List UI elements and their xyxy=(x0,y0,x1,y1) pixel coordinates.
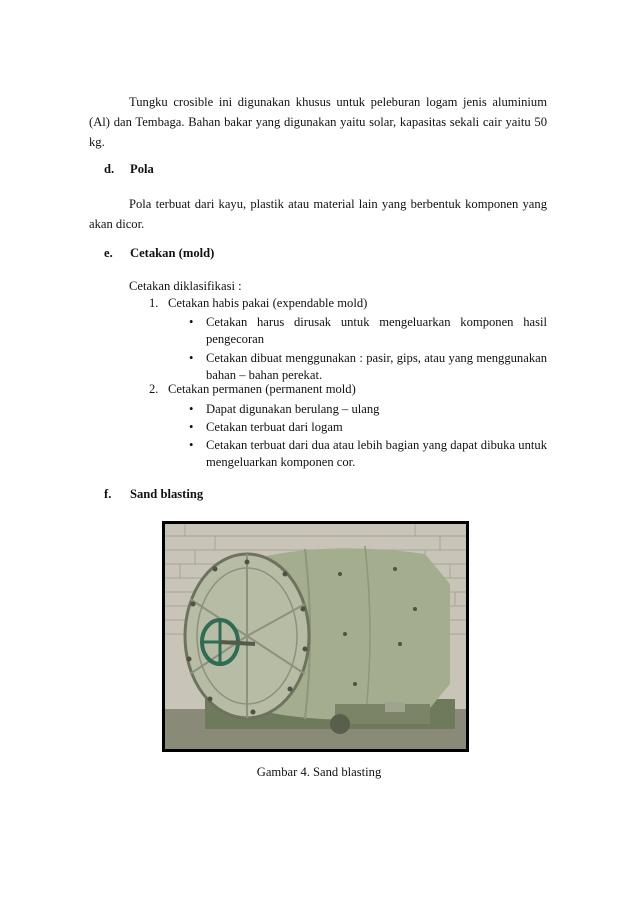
figure-caption: Gambar 4. Sand blasting xyxy=(256,765,382,779)
bullet-text: Cetakan harus dirusak untuk mengeluarkan komponen hasil pengecoran xyxy=(206,315,547,346)
section-f-heading xyxy=(104,487,203,502)
mold-type-2 xyxy=(149,382,356,397)
mold-type-1 xyxy=(149,296,367,311)
section-e-heading xyxy=(104,246,214,261)
mold-type-2-bullet-1 xyxy=(189,401,547,418)
sand-blasting-photo xyxy=(162,521,469,752)
bullet-text: Cetakan terbuat dari logam xyxy=(206,420,343,434)
section-d-body: Pola terbuat dari kayu, plastik atau material lain yang berbentuk komponen yang akan dicor. xyxy=(89,197,547,231)
mold-type-1-bullet-1 xyxy=(189,314,547,348)
mold-type-2-bullet-3 xyxy=(189,437,547,471)
bullet-icon: • xyxy=(189,315,194,329)
section-e-title: Cetakan (mold) xyxy=(130,246,215,260)
bullet-text: Dapat digunakan berulang – ulang xyxy=(206,402,380,416)
section-e-intro: Cetakan diklasifikasi : xyxy=(129,279,242,293)
section-d-letter: d. xyxy=(104,162,115,176)
mold-type-1-number: 1. xyxy=(149,296,159,310)
mold-type-2-number: 2. xyxy=(149,382,159,396)
mold-type-2-label: Cetakan permanen (permanent mold) xyxy=(168,382,356,396)
mold-type-1-label: Cetakan habis pakai (expendable mold) xyxy=(168,296,368,310)
bullet-icon: • xyxy=(189,420,194,434)
bullet-text: Cetakan dibuat menggunakan : pasir, gips, atau yang menggunakan bahan – bahan perekat. xyxy=(206,351,547,382)
bullet-icon: • xyxy=(189,402,194,416)
intro-paragraph: Tungku crosible ini digunakan khusus untuk peleburan logam jenis aluminium (Al) dan Tembaga. Bahan bakar yang digunakan yaitu solar, kapasitas sekali cair yaitu 50 kg. xyxy=(89,95,547,149)
section-e-letter: e. xyxy=(104,246,113,260)
bullet-icon: • xyxy=(189,351,194,365)
mold-type-2-bullet-2 xyxy=(189,419,547,436)
bullet-text: Cetakan terbuat dari dua atau lebih bagian yang dapat dibuka untuk mengeluarkan komponen cor. xyxy=(206,438,547,469)
bullet-icon: • xyxy=(189,438,194,452)
section-f-title: Sand blasting xyxy=(130,487,204,501)
mold-type-1-bullet-2 xyxy=(189,350,547,384)
section-d-title: Pola xyxy=(130,162,154,176)
section-d-heading xyxy=(104,162,154,177)
section-f-letter: f. xyxy=(104,487,112,501)
